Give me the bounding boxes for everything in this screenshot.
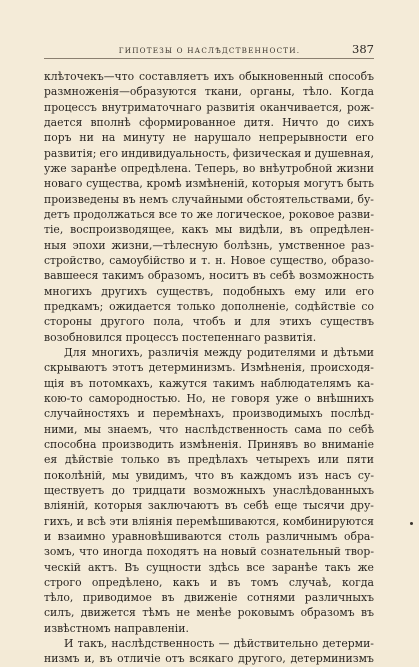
text-line: многихъ другихъ существъ, подобныхъ ему или его <box>44 284 374 298</box>
text-line: извѣстномъ направленіи. <box>44 621 189 635</box>
page-header <box>0 42 419 58</box>
text-line: детъ продолжаться все то же логическое, роковое разви- <box>44 207 374 221</box>
text-line: стороны другого пола, чтобъ и для этихъ существъ <box>44 315 374 329</box>
text-line: зомъ, что иногда походятъ на новый сознательный твор- <box>44 545 374 559</box>
text-line: уже заранѣе опредѣлена. Теперь, во внѣутробной жизни <box>44 161 374 175</box>
text-line: произведены въ немъ случайными обстоятельствами, бу- <box>44 192 374 206</box>
text-line: И такъ, наслѣдственность — дѣйствительно детерми- <box>64 637 374 651</box>
text-line: клѣточекъ—что составляетъ ихъ обыкновенный способъ <box>44 70 374 83</box>
running-title: ГИПОТЕЗЫ О НАСЛѢДСТВЕННОСТИ. <box>118 46 301 55</box>
header-rule <box>44 58 374 59</box>
text-line: щія въ потомкахъ, кажутся такимъ наблюдателямъ ка- <box>44 376 374 390</box>
text-line: строго опредѣлено, какъ и въ томъ случаѣ, когда <box>44 575 374 589</box>
text-line: вавшееся такимъ образомъ, носитъ въ себѣ возможность <box>44 269 374 283</box>
text-line: способна производить измѣненія. Принявъ во вниманіе <box>44 437 374 451</box>
text-line: размноженія—образуются ткани, органы, тѣло. Когда <box>44 85 374 99</box>
text-line: ними, мы знаемъ, что наслѣдственность сама по себѣ <box>44 422 374 436</box>
text-line: стройство, самоубійство и т. н. Новое существо, образо- <box>44 253 374 267</box>
text-line: процессъ внутриматочнаго развитія оканчивается, рож- <box>44 100 374 114</box>
text-line: тѣло, приводимое въ движеніе сотнями различныхъ <box>44 591 374 605</box>
text-line: поколѣній, мы увидимъ, что въ каждомъ изъ насъ су- <box>44 468 374 482</box>
text-line: дается вполнѣ сформированное дитя. Ничто до сихъ <box>44 115 374 129</box>
text-line: возобновился процессъ постепеннаго развитія. <box>44 330 317 344</box>
text-line: тіе, воспроизводящее, какъ мы видѣли, въ опредѣлен- <box>44 223 374 237</box>
text-line: ществуетъ до тридцати возможныхъ унаслѣдованныхъ <box>44 483 374 497</box>
text-line: скрываютъ этотъ детерминизмъ. Измѣненія, происходя- <box>44 361 374 375</box>
text-line: Для многихъ, различія между родителями и дѣтьми <box>64 345 374 359</box>
text-line: гихъ, и всѣ эти вліянія перемѣшиваются, комбинируются <box>44 514 374 528</box>
text-line: новаго существа, кромѣ измѣненій, которыя могутъ быть <box>44 177 374 191</box>
text-line: ческій актъ. Въ сущности здѣсь все заранѣе такъ же <box>44 560 374 574</box>
text-line: развитія; его индивидуальность, физическая и душевная, <box>44 146 374 160</box>
text-line: поръ ни на минуту не нарушало непрерывности его <box>44 131 374 145</box>
margin-dot <box>410 522 413 525</box>
text-line: низмъ и, въ отличіе отъ всякаго другого, детерминизмъ <box>44 652 374 666</box>
text-line: ея дѣйствіе только въ предѣлахъ четырехъ или пяти <box>44 453 374 467</box>
text-line: предкамъ; ожидается только дополненіе, содѣйствіе со <box>44 299 374 313</box>
page-number: 387 <box>352 42 374 56</box>
text-line: вліяній, которыя заключаютъ въ себѣ еще тысячи дру- <box>44 499 374 513</box>
text-line: случайностяхъ и перемѣнахъ, производимыхъ послѣд- <box>44 407 374 421</box>
text-line: кою-то самородностью. Но, не говоря уже о внѣшнихъ <box>44 391 374 405</box>
text-line: силъ, движется тѣмъ не менѣе роковымъ образомъ въ <box>44 606 374 620</box>
text-line: ныя эпохи жизни,—тѣлесную болѣзнь, умственное раз- <box>44 238 374 252</box>
text-line: и взаимно уравновѣшиваются столь различнымъ обра- <box>44 529 374 543</box>
body-text <box>44 69 374 667</box>
